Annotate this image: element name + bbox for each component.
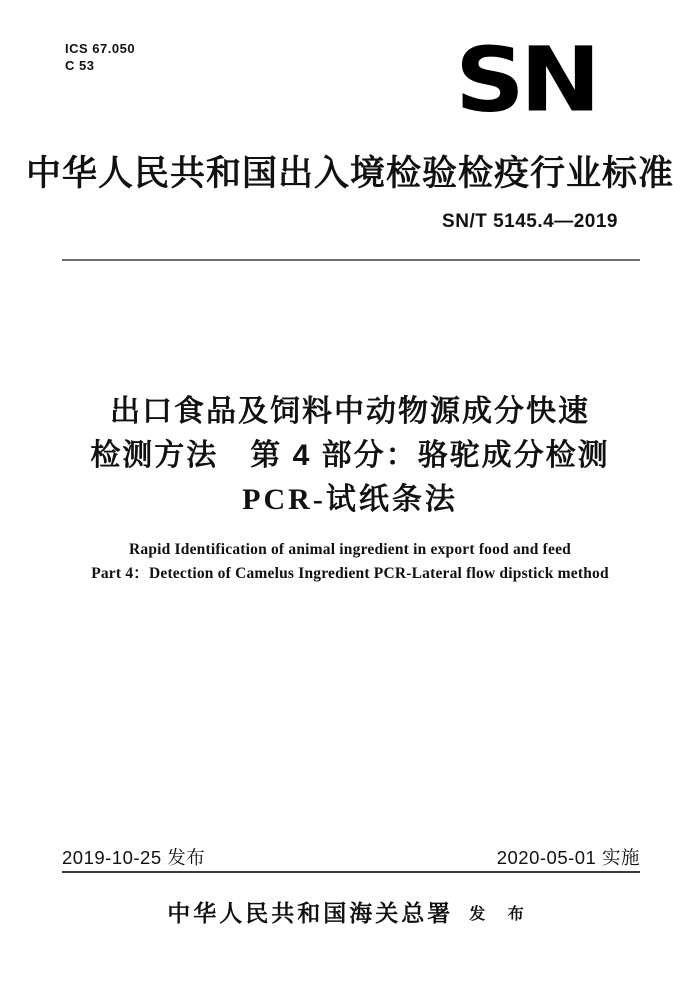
divider-line-top <box>62 259 640 261</box>
publish-label: 发 布 <box>469 906 533 923</box>
title-cn-line2: 检测方法 第 4 部分：骆驼成分检测 <box>90 439 610 472</box>
implement-date: 2020-05-01 实施 <box>496 847 640 868</box>
standard-category-title: 中华人民共和国出入境检验检疫行业标准 <box>25 154 674 193</box>
divider-line-bottom <box>62 871 640 873</box>
title-en-line2: Part 4：Detection of Camelus Ingredient PCR-Lateral flow dipstick method <box>91 565 609 582</box>
title-cn-line3: PCR-试纸条法 <box>242 483 458 516</box>
ics-code-line2: C 53 <box>65 58 95 73</box>
standard-title-cn <box>0 390 700 522</box>
ics-code-line1: ICS 67.050 <box>65 41 136 56</box>
title-en-line1: Rapid Identification of animal ingredient in export food and feed <box>128 541 571 558</box>
publisher-row <box>0 895 700 928</box>
date-row <box>62 844 640 870</box>
sn-logo: SN <box>455 27 597 132</box>
issue-date: 2019-10-25 发布 <box>62 847 206 868</box>
publisher-name: 中华人民共和国海关总署 <box>167 901 454 926</box>
ics-code <box>65 40 135 74</box>
title-cn-line1: 出口食品及饲料中动物源成分快速 <box>110 395 590 428</box>
standard-title-en <box>0 538 700 586</box>
standard-number: SN/T 5145.4—2019 <box>442 211 618 232</box>
